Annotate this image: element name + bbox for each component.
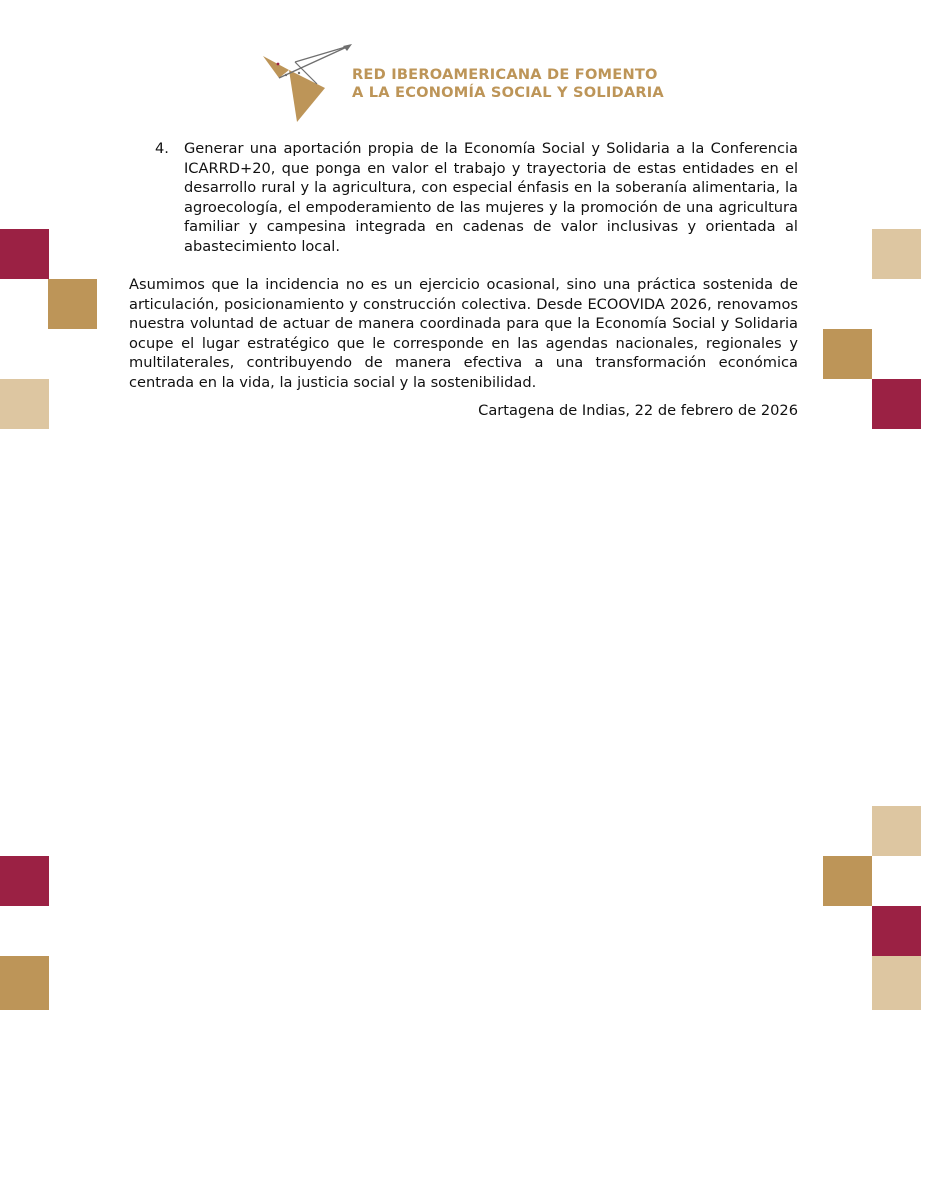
decorative-square-beige	[0, 379, 49, 429]
decorative-square-beige	[872, 956, 921, 1010]
decorative-square-beige	[872, 229, 921, 279]
header-logo	[259, 40, 664, 130]
triangle-compass-logo-icon	[259, 40, 354, 130]
decorative-square-beige	[872, 806, 921, 856]
organization-name-line-2: A LA ECONOMÍA SOCIAL Y SOLIDARIA	[352, 84, 664, 101]
decorative-square-gold	[823, 329, 872, 379]
decorative-square-gold	[0, 956, 49, 1010]
list-item-number: 4.	[155, 140, 169, 157]
decorative-square-maroon	[872, 379, 921, 429]
list-item-text: Generar una aportación propia de la Economía Social y Solidaria a la Conferencia ICARRD+20, que ponga en valor el trabajo y trayectoria de estas entidades en el desarrollo rural y la agricultura, con especial énfasis en la soberanía alimentaria, la agroecología, el empoderamiento de las mujeres y la promoción de una agricultura familiar y campesina integrada en cadenas de valor inclusivas y orientada al abastecimiento local.	[184, 140, 798, 255]
decorative-square-maroon	[0, 856, 49, 906]
decorative-square-maroon	[0, 229, 49, 279]
list-item	[129, 139, 798, 256]
decorative-square-maroon	[872, 906, 921, 956]
organization-name	[352, 66, 664, 102]
document-body	[129, 139, 798, 421]
organization-name-line-1: RED IBEROAMERICANA DE FOMENTO	[352, 66, 658, 83]
closing-paragraph: Asumimos que la incidencia no es un ejercicio ocasional, sino una práctica sostenida de articulación, posicionamiento y construcción colectiva. Desde ECOOVIDA 2026, renovamos nuestra voluntad de actuar de manera coordinada para que la Economía Social y Solidaria ocupe el lugar estratégico que le corresponde en las agendas nacionales, regionales y multilaterales, contribuyendo de manera efectiva a una transformación económica centrada en la vida, la justicia social y la sostenibilidad.	[129, 276, 798, 391]
decorative-square-gold	[48, 279, 97, 329]
place-and-date: Cartagena de Indias, 22 de febrero de 2026	[478, 402, 798, 419]
decorative-square-gold	[823, 856, 872, 906]
